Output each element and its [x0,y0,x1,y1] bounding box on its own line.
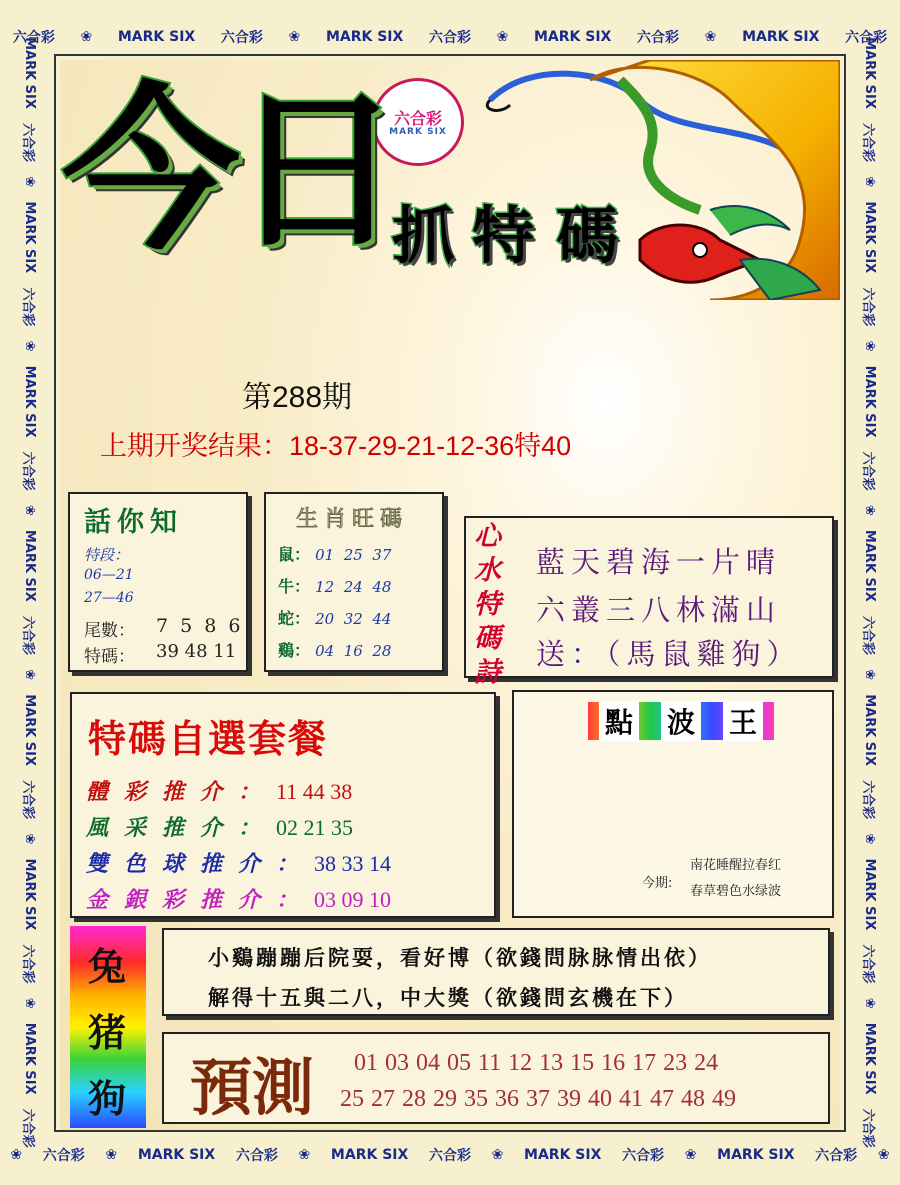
poem-label-char: 特 [474,589,501,620]
subtitle-char-2: 特 [472,199,535,272]
tail-values: 7 5 8 6 [156,615,244,637]
forecast-row-2: 25 27 28 29 35 36 37 39 40 41 47 48 49 [340,1086,736,1112]
zodiac-numbers: 04 16 28 [315,642,392,660]
zodiac-row [278,606,391,629]
border-brand: 六合彩 [20,123,36,163]
left-border-strip [12,30,48,1155]
wave-king-char: 王 [723,701,763,741]
wave-king-char: 點 [599,701,639,741]
package-rows [86,774,391,918]
border-brand: 六合彩 [20,1108,36,1148]
segment-range-2: 27—46 [84,590,134,606]
animal-rabbit: 兔 [88,944,127,989]
poem-line-3: 送：（馬鼠雞狗） [536,637,802,671]
package-row [86,846,391,882]
wave-king-char: 波 [661,701,701,741]
border-text: MARK SIX [862,858,878,931]
package-row-value: 38 33 14 [314,851,392,876]
last-draw-result: 上期开奖结果：18-37-29-21-12-36特40 [100,431,572,461]
forecast-box [162,1032,830,1124]
border-text: MARK SIX [22,694,38,767]
package-heading: 特碼自選套餐 [88,716,329,761]
flower-icon: ❀ [22,833,38,845]
special-label: 特碼： [84,647,135,667]
hua-ni-zhi-heading: 話你知 [84,507,183,538]
poem-label [474,520,506,690]
border-text: MARK SIX [325,29,404,45]
border-brand: 六合彩 [622,1148,665,1164]
zodiac-row [278,542,391,565]
flower-icon: ❀ [862,176,878,188]
border-text: MARK SIX [524,1147,602,1163]
zodiac-heading: 生肖旺碼 [296,507,409,532]
subtitle-char-1: 抓 [392,199,455,272]
flower-icon: ❀ [22,997,38,1009]
border-brand: 六合彩 [428,30,471,46]
border-brand: 六合彩 [42,1148,85,1164]
issue-number: 第288期 [242,381,353,414]
tail-label: 尾數： [84,621,135,641]
flower-icon: ❀ [496,29,509,45]
poem-label-char: 水 [474,555,501,586]
border-brand: 六合彩 [20,944,36,984]
border-brand: 六合彩 [20,615,36,655]
border-brand: 六合彩 [860,944,876,984]
segment-range-1: 06—21 [84,567,134,583]
package-row-value: 03 09 10 [314,887,392,912]
flower-icon: ❀ [877,1147,890,1163]
border-brand: 六合彩 [20,451,36,491]
zodiac-numbers: 01 25 37 [315,546,392,564]
zodiac-animal: 蛇： [278,609,311,628]
package-row-value: 02 21 35 [276,815,354,840]
logo-text: 六合彩 [393,109,442,128]
poem-line-1: 藍天碧海一片晴 [536,545,782,579]
border-text: MARK SIX [862,529,878,602]
poem-line-2: 六叢三八林滿山 [536,593,782,627]
border-brand: 六合彩 [12,30,55,46]
border-text: MARK SIX [22,529,38,602]
border-brand: 六合彩 [860,451,876,491]
subtitle-char-3: 碼 [556,199,619,272]
border-text: MARK SIX [862,201,878,274]
border-brand: 六合彩 [637,30,680,46]
package-row [86,882,391,918]
border-text: MARK SIX [862,694,878,767]
hua-ni-zhi-box [68,492,248,672]
flower-icon: ❀ [684,1147,697,1163]
poem-label-char: 碼 [474,623,501,654]
animal-dog: 狗 [88,1076,127,1121]
border-brand: 六合彩 [845,30,888,46]
package-box [70,692,496,918]
border-text: MARK SIX [22,858,38,931]
border-text: MARK SIX [534,29,612,45]
riddle-line-2: 解得十五與二八，中大獎（欲錢問玄機在下） [208,985,688,1010]
border-brand: 六合彩 [235,1148,278,1164]
flower-icon: ❀ [10,1147,23,1163]
package-row-label: 金銀彩推介： [86,887,315,913]
poem-label-char: 詩 [474,657,501,688]
border-brand: 六合彩 [20,780,36,820]
flower-icon: ❀ [80,29,93,45]
segment-label: 特段： [84,546,130,564]
title-char-jin: 今 [62,65,240,274]
flower-icon: ❀ [22,669,38,681]
title-char-ri: 日 [232,71,403,271]
poem-label-char: 心 [474,521,501,552]
special-values: 39 48 11 [156,641,237,662]
flower-icon: ❀ [862,669,878,681]
border-text: MARK SIX [117,29,196,45]
zodiac-numbers: 20 32 44 [315,610,392,628]
border-brand: 六合彩 [860,1108,876,1148]
border-text: MARK SIX [22,1022,38,1095]
border-text: MARK SIX [862,37,878,109]
zodiac-numbers: 12 24 48 [315,578,392,596]
border-text: MARK SIX [862,1022,878,1095]
zodiac-animal: 鷄： [278,641,311,660]
flower-icon: ❀ [704,29,717,45]
riddle-line-1: 小鷄蹦蹦后院耍，看好博（欲錢問脉脉情出依） [208,945,712,970]
zodiac-animal: 鼠： [278,545,311,564]
zodiac-box [264,492,444,672]
border-brand: 六合彩 [860,780,876,820]
border-brand: 六合彩 [860,615,876,655]
package-row [86,774,391,810]
border-text: MARK SIX [137,1147,216,1163]
animals-side-panel [70,926,146,1128]
border-text: MARK SIX [717,1147,795,1163]
animal-pig: 猪 [88,1010,127,1055]
border-text: MARK SIX [330,1147,409,1163]
border-brand: 六合彩 [860,287,876,327]
package-row-value: 11 44 38 [276,779,353,804]
border-brand: 六合彩 [860,123,876,163]
package-row-label: 風采推介： [86,815,277,841]
riddle-box [162,928,830,1016]
forecast-heading: 預測 [190,1051,315,1124]
zodiac-row [278,574,391,597]
logo-subtext: MARK SIX [389,127,447,137]
flower-icon: ❀ [288,29,301,45]
border-text: MARK SIX [22,201,38,274]
flower-icon: ❀ [491,1147,504,1163]
border-text: MARK SIX [22,365,38,438]
flower-icon: ❀ [862,833,878,845]
border-brand: 六合彩 [428,1148,471,1164]
border-text: MARK SIX [742,29,820,45]
flower-icon: ❀ [22,504,38,516]
flower-icon: ❀ [862,340,878,352]
wave-king-line-2: 春草碧色水绿波 [690,884,782,899]
flower-icon: ❀ [862,504,878,516]
wave-king-banner [588,702,774,740]
border-text: MARK SIX [22,37,38,109]
package-row-label: 體彩推介： [86,779,277,805]
bottom-border-strip [0,1130,900,1180]
wave-king-line-1: 南花睡醒拉春红 [690,858,782,873]
wave-king-box [512,690,834,918]
flower-icon: ❀ [22,176,38,188]
border-brand: 六合彩 [20,287,36,327]
border-brand: 六合彩 [220,30,263,46]
poem-box [464,516,834,688]
current-label: 今期: [642,876,673,891]
zodiac-row [278,638,391,661]
flower-icon: ❀ [22,340,38,352]
flower-icon: ❀ [105,1147,118,1163]
forecast-row-1: 01 03 04 05 11 12 13 15 16 17 23 24 [354,1050,719,1076]
flower-icon: ❀ [298,1147,311,1163]
right-border-strip [852,30,888,1155]
border-text: MARK SIX [862,365,878,438]
border-brand: 六合彩 [815,1148,858,1164]
zodiac-animal: 牛： [278,577,311,596]
flower-icon: ❀ [862,997,878,1009]
package-row [86,810,391,846]
package-row-label: 雙色球推介： [86,851,315,877]
